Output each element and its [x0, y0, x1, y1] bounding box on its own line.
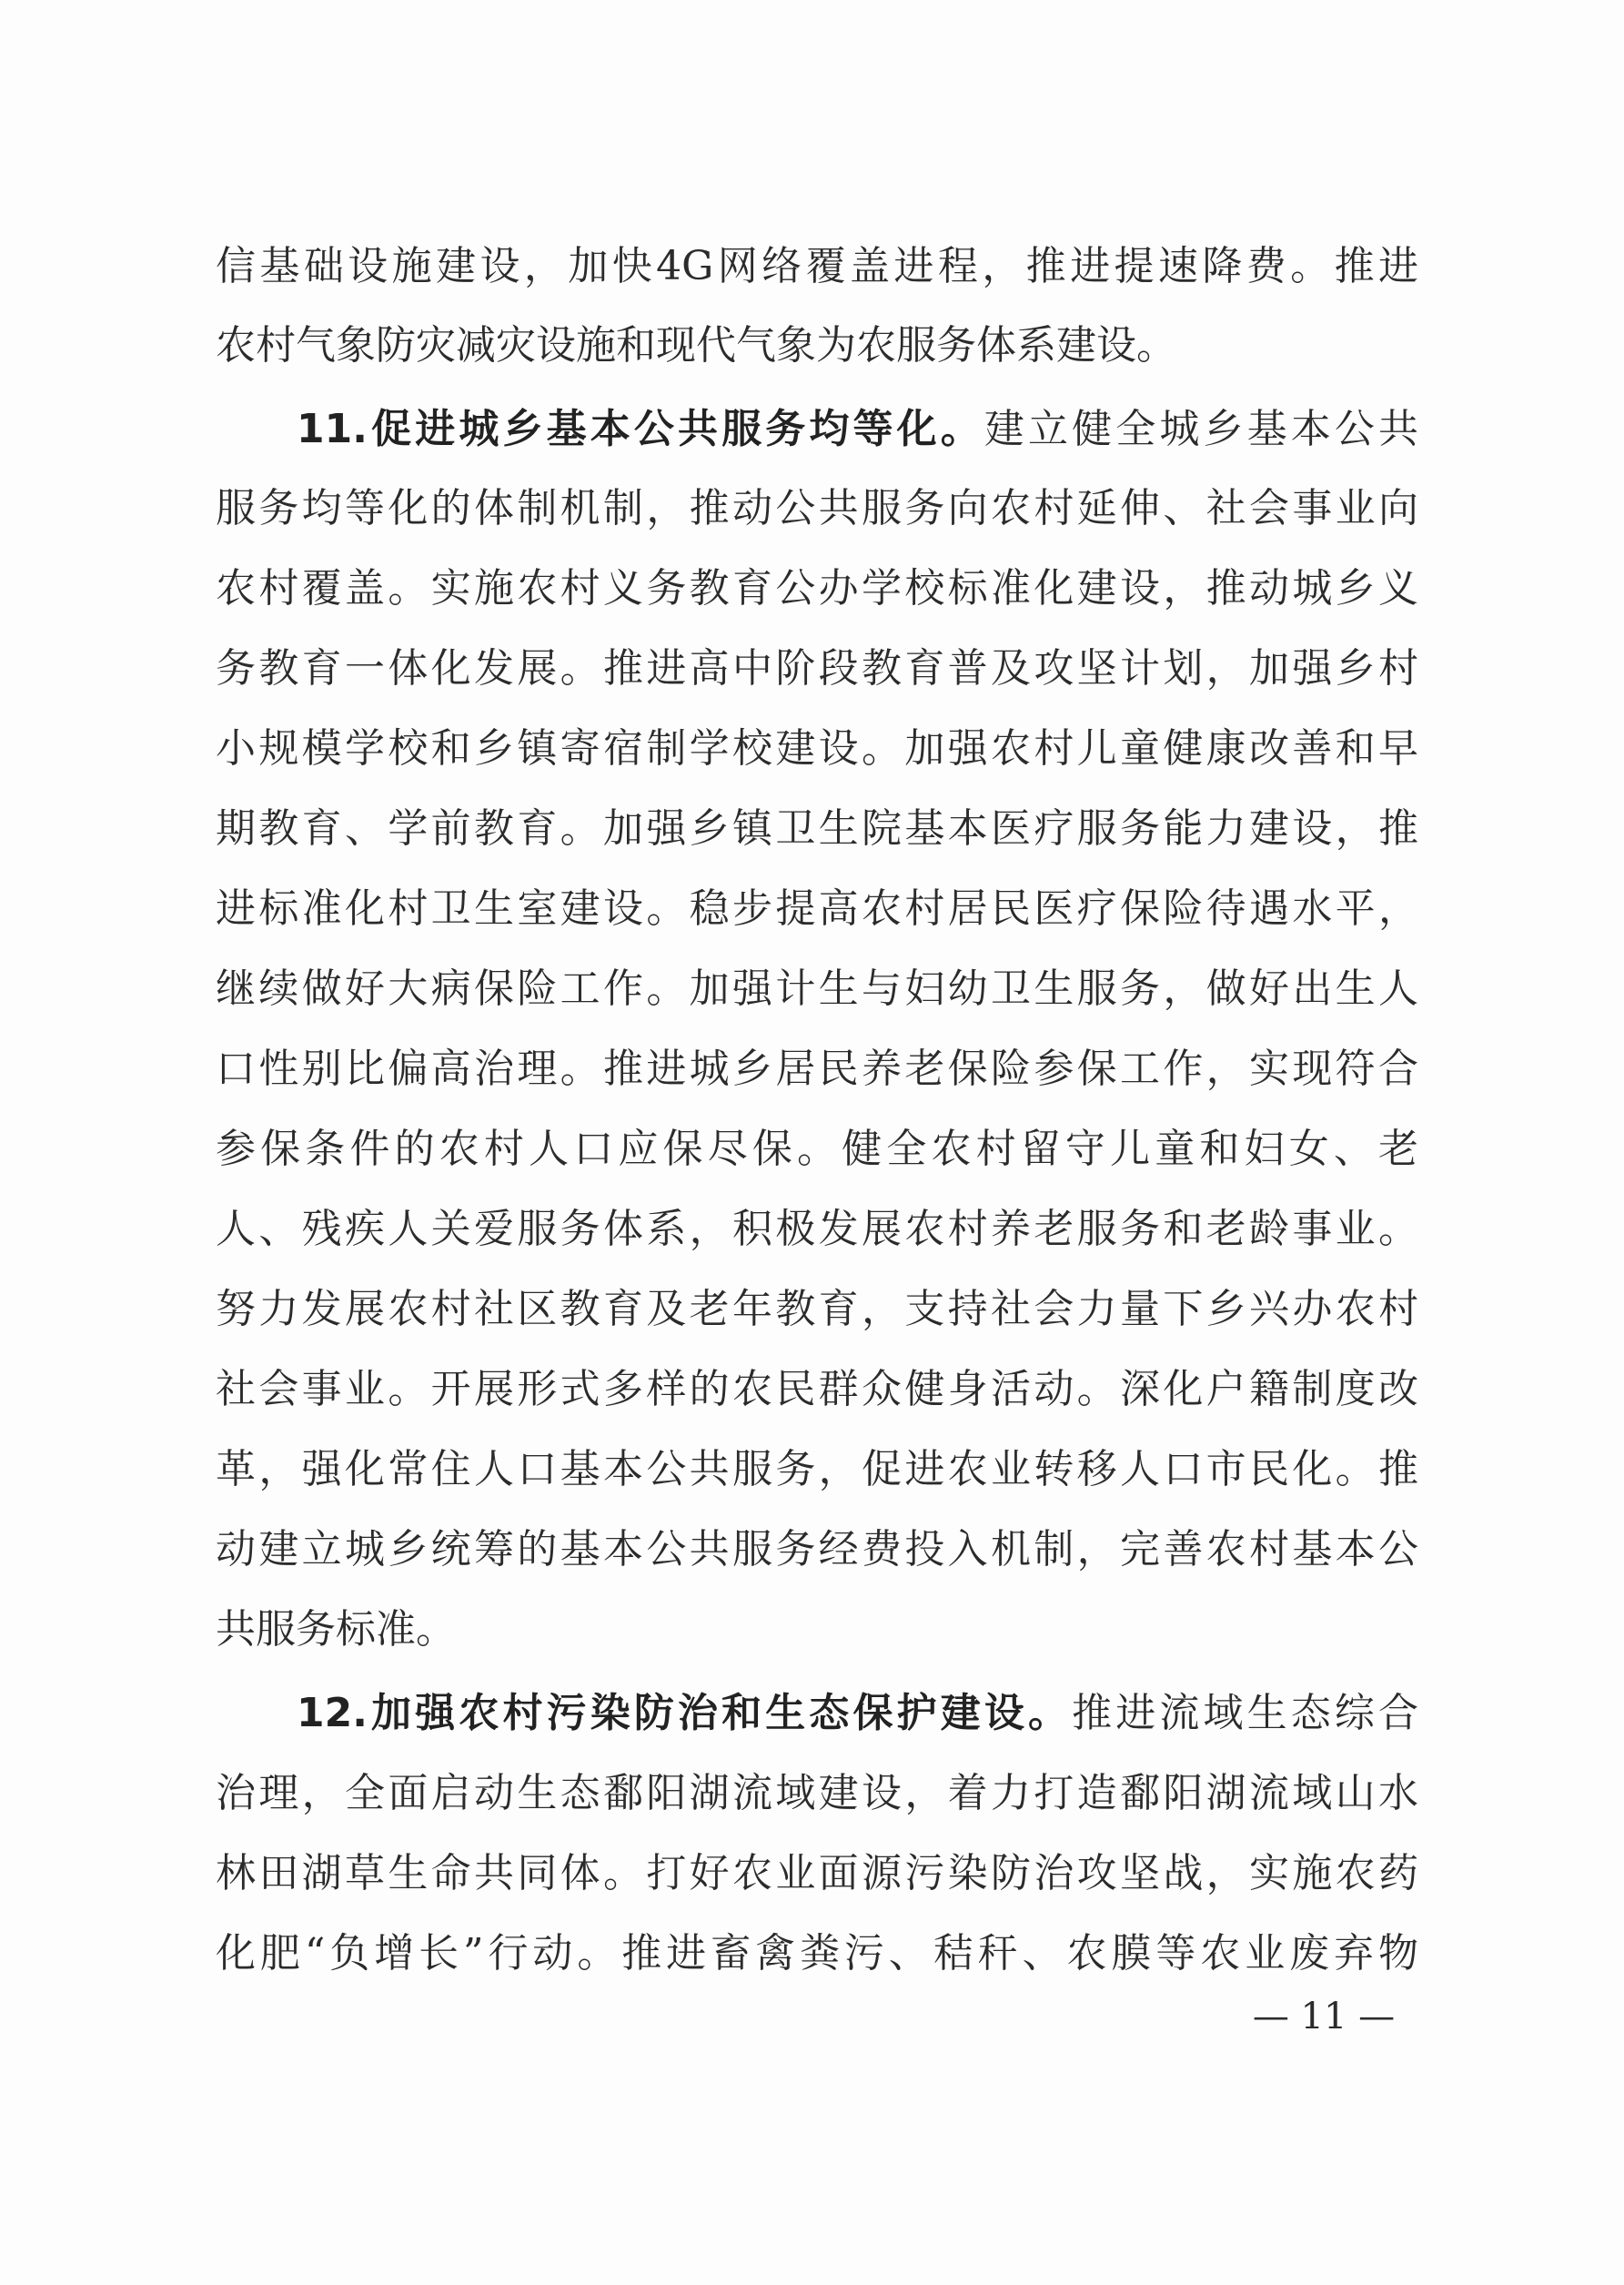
text-line: 参保条件的农村人口应保尽保。健全农村留守儿童和妇女、老 [216, 1126, 1418, 1172]
text-line: 治理，全面启动生态鄱阳湖流域建设，着力打造鄱阳湖流域山水 [216, 1770, 1418, 1816]
text-line: 革，强化常住人口基本公共服务，促进农业转移人口市民化。推 [216, 1446, 1418, 1492]
section-11-first-line-text: 建立健全城乡基本公共 [983, 406, 1418, 452]
text-line: 进标准化村卫生室建设。稳步提高农村居民医疗保险待遇水平， [216, 885, 1418, 932]
text-line: 化肥“负增长”行动。推进畜禽粪污、秸秆、农膜等农业废弃物 [216, 1930, 1418, 1977]
section-11-first-line [297, 402, 1418, 457]
text-line: 社会事业。开展形式多样的农民群众健身活动。深化户籍制度改 [216, 1366, 1418, 1412]
text-line: 林田湖草生命共同体。打好农业面源污染防治攻坚战，实施农药 [216, 1850, 1418, 1896]
text-line: 人、残疾人关爱服务体系，积极发展农村养老服务和老龄事业。 [216, 1206, 1418, 1252]
text-line: 继续做好大病保险工作。加强计生与妇幼卫生服务，做好出生人 [216, 966, 1418, 1012]
text-line: 动建立城乡统筹的基本公共服务经费投入机制，完善农村基本公 [216, 1526, 1418, 1572]
text-line: 共服务标准。 [216, 1606, 456, 1653]
section-11-number: 11. [297, 406, 368, 452]
section-12-first-line [297, 1686, 1418, 1741]
text-line: 务教育一体化发展。推进高中阶段教育普及攻坚计划，加强乡村 [216, 645, 1418, 692]
text-line: 农村覆盖。实施农村义务教育公办学校标准化建设，推动城乡义 [216, 565, 1418, 612]
section-12-number: 12. [297, 1690, 368, 1736]
section-11-heading: 促进城乡基本公共服务均等化。 [367, 406, 984, 452]
text-line: 农村气象防灾减灾设施和现代气象为农服务体系建设。 [216, 322, 1176, 369]
text-line: 口性别比偏高治理。推进城乡居民养老保险参保工作，实现符合 [216, 1046, 1418, 1092]
text-line: 服务均等化的体制机制，推动公共服务向农村延伸、社会事业向 [216, 485, 1418, 531]
section-12-first-line-text: 推进流域生态综合 [1072, 1690, 1418, 1736]
text-line: 努力发展农村社区教育及老年教育，支持社会力量下乡兴办农村 [216, 1286, 1418, 1332]
text-line: 小规模学校和乡镇寄宿制学校建设。加强农村儿童健康改善和早 [216, 725, 1418, 772]
text-line: 期教育、学前教育。加强乡镇卫生院基本医疗服务能力建设，推 [216, 805, 1418, 852]
page-number: — 11 — [1252, 1996, 1396, 2037]
section-12-heading: 加强农村污染防治和生态保护建设。 [367, 1690, 1073, 1736]
text-line: 信基础设施建设，加快4G网络覆盖进程，推进提速降费。推进 [216, 243, 1418, 289]
